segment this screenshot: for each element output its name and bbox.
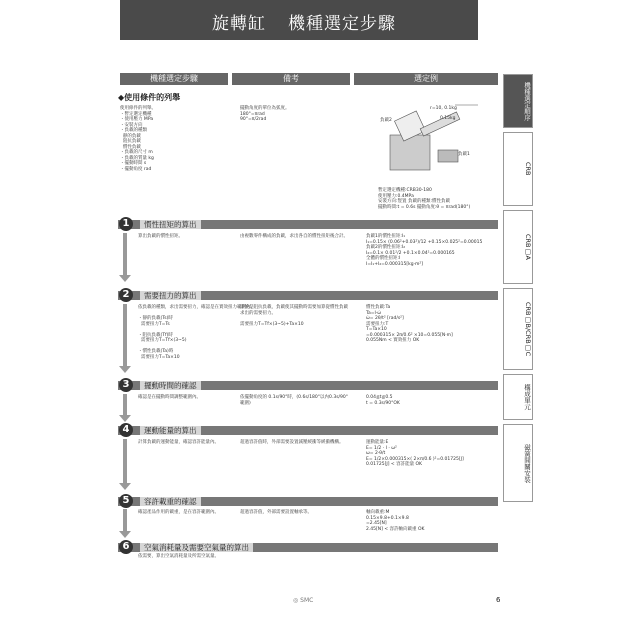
step-1-left: 算出負載的慣性扭矩。	[138, 234, 183, 239]
step-3-arrow-line	[123, 394, 127, 416]
side-tab-crb[interactable]: CRB	[503, 132, 533, 206]
step-5-right: 軸向載重:M 0.15×9.8+0.1×9.8 =2.45[N] 2.45[N] < 容許軸向載重 OK	[366, 510, 425, 532]
step-3-right: 0.04≦t≦0.5 t = 0.3s/90°OK	[366, 395, 400, 406]
step-5-title: 容許載重的確認	[140, 497, 201, 506]
step-1-mid: 由複數零件構成的負載，求出各自的慣性扭矩後合計。	[240, 234, 348, 239]
step-1-right: 負載1的慣性扭矩:I₁ I₁=0.15× (0.06²+0.03²)/12 +0.15×0.025²=0.00015 負載2的慣性扭矩:I₂ I₂=0.1× 0.01²/2 +0.1×0.04²=0.000165 全體的慣性扭矩:I I=I₁+I₂=0.000315[kg·m²]	[366, 234, 483, 267]
step-5-arrow-line	[123, 509, 127, 531]
smc-logo-text: SMC	[300, 597, 314, 604]
step-2-arrow-line	[123, 304, 127, 366]
page-title-part1: 旋轉缸	[212, 14, 266, 34]
side-tab-selection-order[interactable]: 機種選定順序	[503, 74, 533, 128]
step-2-mid: 即使是阻抗負載，負載使其擺動時需要加算從慣性負載求出的需要扭力。 需要扭力T=Tf×(3~5)+Ta×10	[240, 305, 348, 327]
step-6-title: 空氣消耗量及需要空氣量的算出	[140, 543, 253, 552]
step-3-title: 擺動時間的確認	[140, 381, 201, 390]
step-5-left: 確認產品作用的載重，是在容許範圍內。	[138, 510, 219, 515]
conditions-mid: 擺動角度的單位為弧度。 180°=πrad 90°=π/2rad	[240, 106, 290, 122]
step-6-left: 依需要，算出空氣消耗量及所需空氣量。	[138, 554, 219, 559]
step-1-arrow-head	[119, 275, 131, 282]
title-bar	[120, 0, 478, 40]
step-3-arrow-head	[119, 415, 131, 422]
step-1-arrow-line	[123, 233, 127, 275]
col-head-steps: 機種選定步驟	[120, 73, 228, 85]
step-4-title: 運動能量的算出	[140, 426, 201, 435]
page-number: 6	[496, 596, 501, 604]
step-4-left: 計算負載的運動能量，確認容許能量內。	[138, 440, 219, 445]
side-tab-units[interactable]: 構成單元	[503, 374, 533, 420]
step-2-left: 依負載的種類，求出需要扭力，確認是在實效扭力範圍內。 ・靜的負載(Ts)時 需要扭力T=Ts ・阻抗負載(Tf)時 需要扭力T=Tf×(3~5) ・慣性負載(Ta)時 需要扭力T=Ta×10	[138, 305, 255, 360]
step-2-title: 需要扭力的算出	[140, 291, 201, 300]
step-5-mid: 超過容許值，外部需要設置軸承等。	[240, 510, 312, 515]
page-title-part2: 機種選定步驟	[288, 14, 396, 34]
step-2-right: 慣性負載:Ta Ta=I·ω̇ ω̇= 2θ/t² [rad/s²] 需要扭力:T T=Ta×10 =0.000315× 2π/0.6² ×10=0.055[N·m] 0.055Nm < 實效扭力 OK	[366, 305, 453, 343]
cylinder-diagram	[360, 100, 490, 190]
step-2-arrow-head	[119, 366, 131, 373]
step-4-right: 運動能量:E E= 1/2 · I · ω² ω= 2·θ/t E= 1/2×0.000315×( 2×π/0.6 )²=0.01725[J] 0.01725[J] < 容許能量 OK	[366, 440, 464, 467]
diagram-r-label: r=10, 0.1kg	[430, 106, 457, 111]
step-6-number: 6	[119, 540, 133, 554]
step-2-number: 2	[119, 288, 133, 302]
col-head-example: 選定例	[354, 73, 498, 85]
conditions-right: 暫定選定機種:CRB30-180 使用壓力:0.4MPa 安裝方向:豎置 負載的種類:慣性負載 擺動時間:t = 0.6s 擺動角度:θ = πrad(180°)	[378, 188, 471, 210]
side-tab-crbb-crbc[interactable]: CRB□B/CRB□C	[503, 288, 533, 370]
smc-logo	[293, 597, 313, 604]
step-5-number: 5	[119, 494, 133, 508]
step-1-title: 慣性扭矩的算出	[140, 220, 201, 229]
conditions-title: ◆使用條件的列舉	[118, 93, 181, 102]
step-4-number: 4	[119, 423, 133, 437]
diagram-load2-label: 負載2	[380, 118, 392, 123]
step-1-number: 1	[119, 217, 133, 231]
step-3-number: 3	[119, 378, 133, 392]
side-tab-crba[interactable]: CRB□A	[503, 210, 533, 284]
diagram-load1-label: 負載1	[458, 152, 470, 157]
step-4-mid: 超過容許值時，外部需要設置減壓緩衝等緩衝機構。	[240, 440, 344, 445]
step-3-left: 確認是在擺動時間調整範圍內。	[138, 395, 201, 400]
smc-logo-icon: ◎	[293, 597, 299, 604]
step-5-arrow-head	[119, 531, 131, 538]
side-tab-switch[interactable]: 磁簧開關安裝	[503, 424, 533, 502]
conditions-left: 使用條件的列舉。 ・暫定選定機種 ・使用壓力 MPa ・安裝方向 ・負載的種類 靜的負載 阻抗負載 慣性負載 ・負載的尺寸 m ・負載的質量 kg ・擺動時間 s ・擺動角度 rad	[120, 106, 156, 172]
diagram-m-label: 0.15kg	[440, 116, 456, 121]
step-4-arrow-head	[119, 483, 131, 490]
step-4-arrow-line	[123, 439, 127, 483]
step-3-mid: 依擺動角度的 0.1s/90°時，(0.6s/180°以內0.3s/90°範圍)	[240, 395, 349, 406]
col-head-notes: 備考	[232, 73, 350, 85]
